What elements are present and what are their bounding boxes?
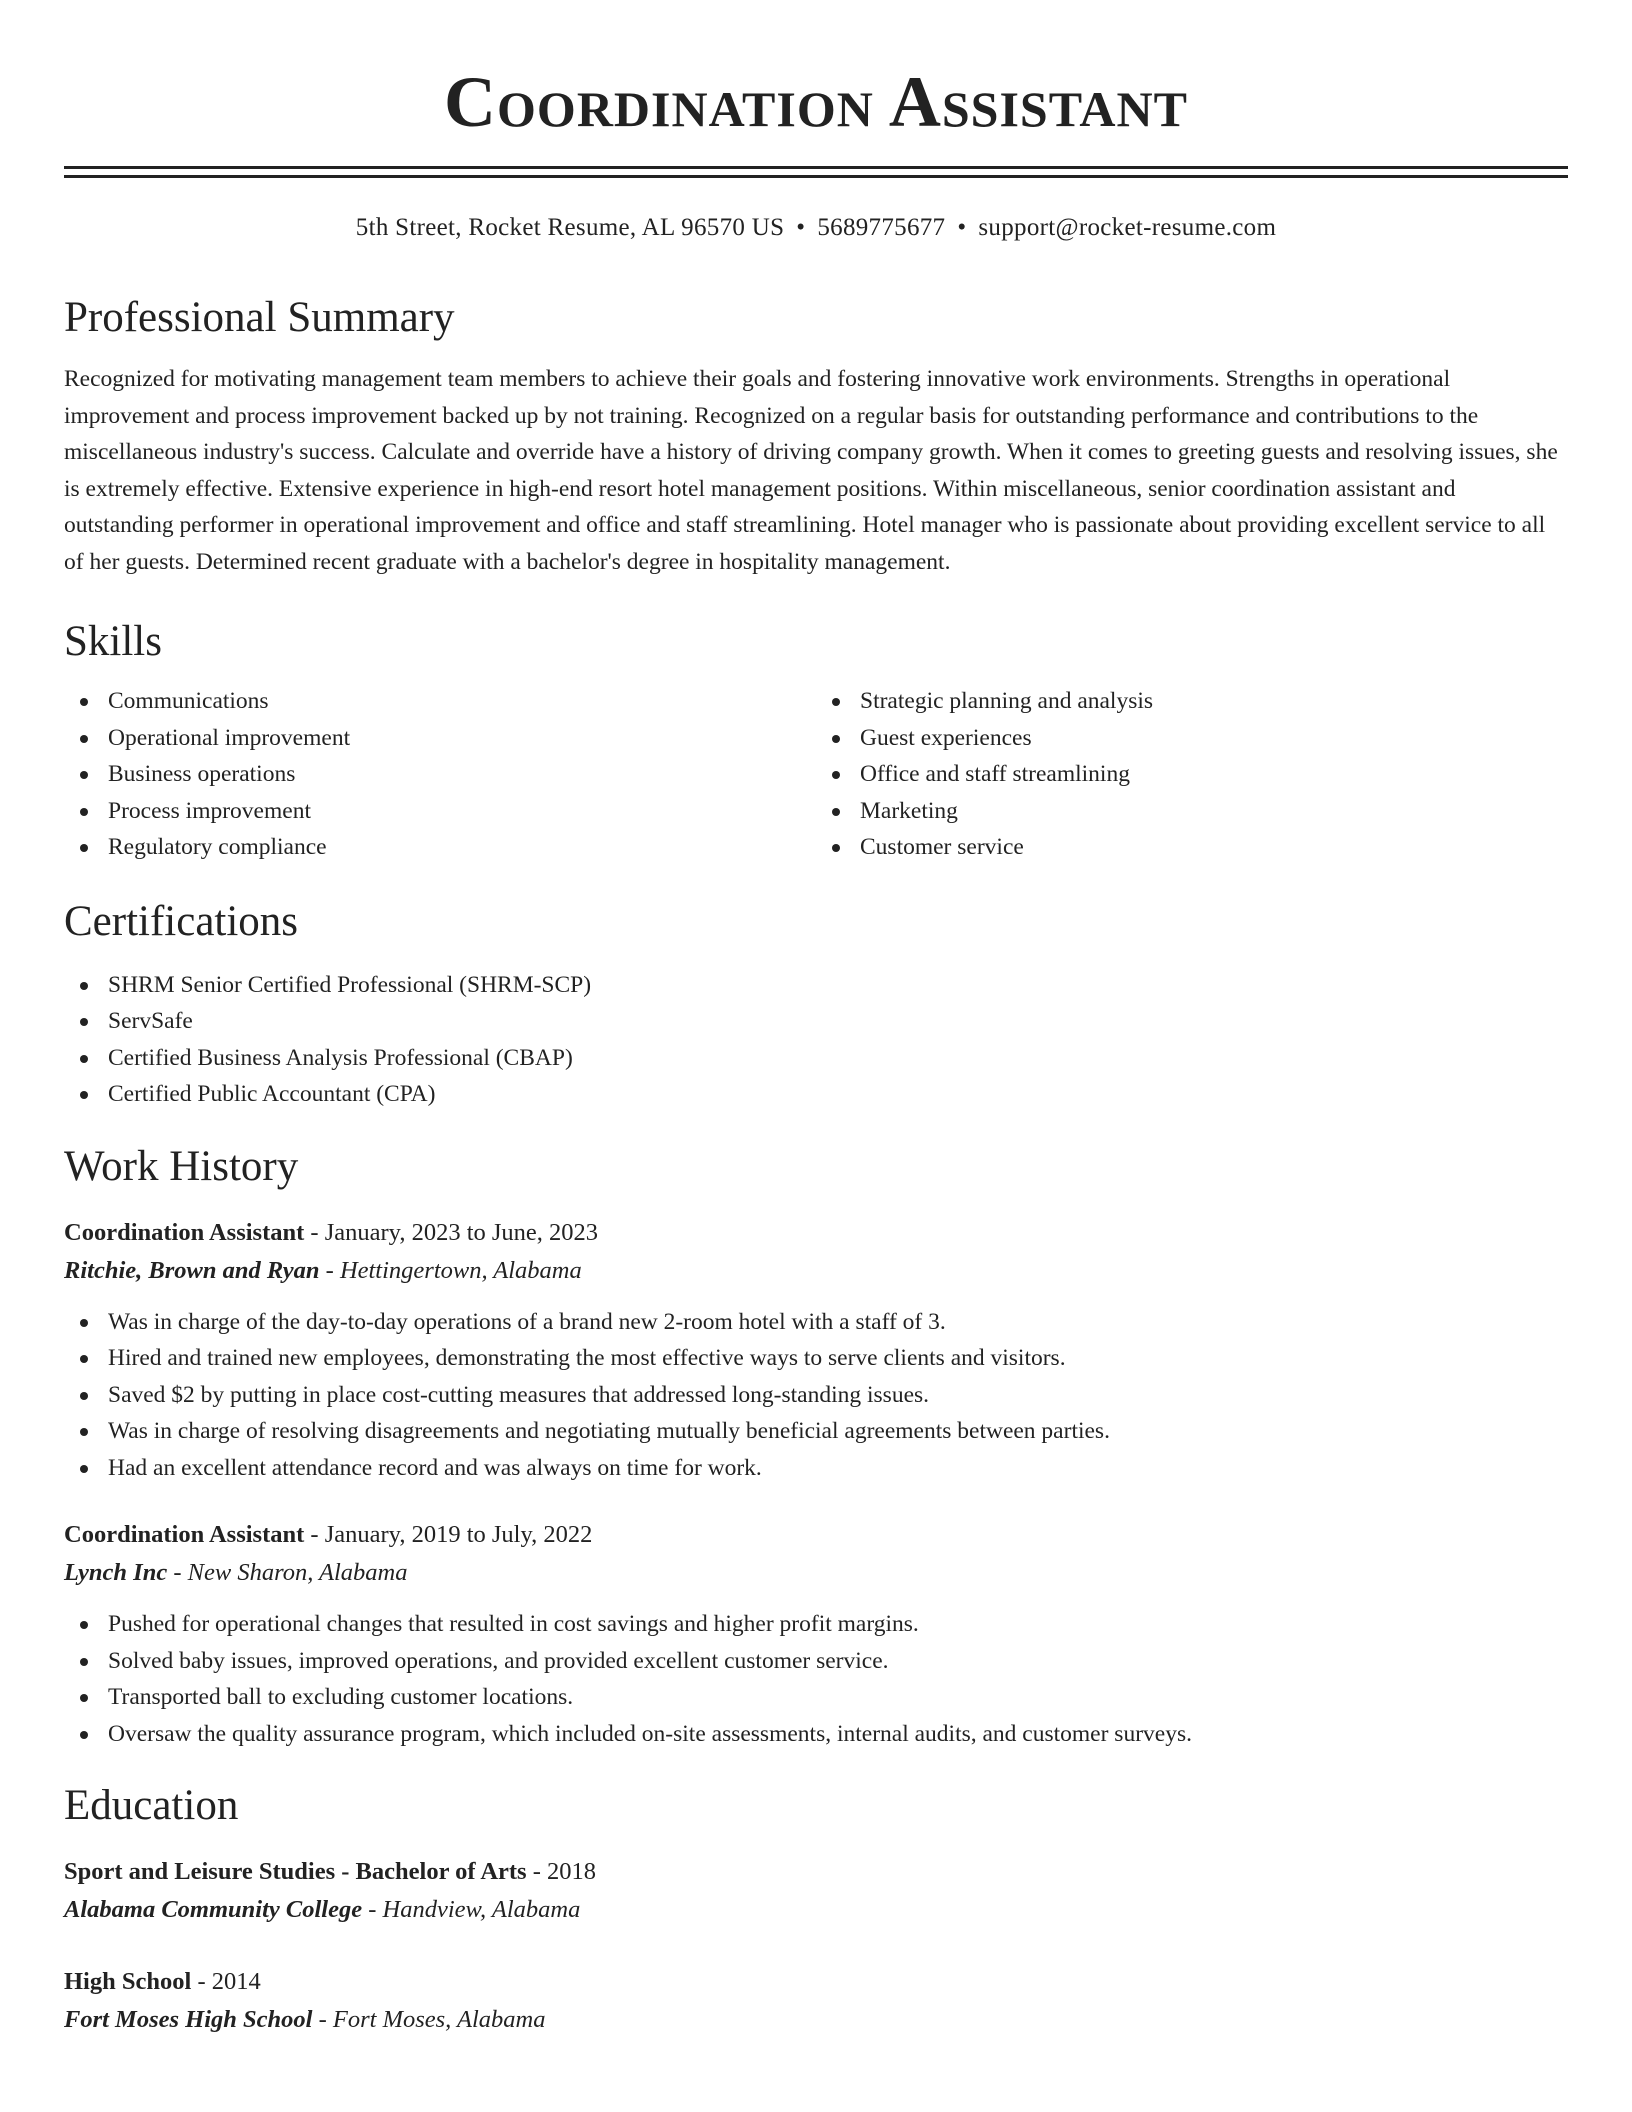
contact-address: 5th Street, Rocket Resume, AL 96570 US: [355, 214, 785, 241]
job-employer: Ritchie, Brown and Ryan - Hettingertown, Alabama: [64, 1256, 582, 1284]
job-header: Coordination Assistant - January, 2019 to July, 2022: [64, 1521, 593, 1548]
job-duty-item: Solved baby issues, improved operations, and provided excellent customer service.: [64, 1643, 1568, 1680]
education-school: Alabama Community College: [64, 1896, 363, 1923]
job-location: New Sharon, Alabama: [187, 1559, 408, 1586]
skills-list-left: [64, 683, 816, 866]
skill-item: Regulatory compliance: [64, 829, 816, 866]
job-employer: Lynch Inc - New Sharon, Alabama: [64, 1559, 408, 1586]
job-duty-item: Pushed for operational changes that resulted in cost savings and higher profit margins.: [64, 1606, 1568, 1643]
summary-heading: Professional Summary: [64, 294, 455, 341]
job-duties-list: [64, 1304, 1568, 1487]
title-divider: [64, 166, 1568, 178]
education-entry: [64, 1853, 1568, 1929]
job-duty-item: Oversaw the quality assurance program, which included on-site assessments, internal audits, and customer surveys.: [64, 1716, 1568, 1753]
certifications-heading: Certifications: [64, 897, 299, 945]
job-location: Hettingertown, Alabama: [339, 1256, 582, 1284]
education-location: Handview, Alabama: [382, 1896, 581, 1923]
skill-item: Operational improvement: [64, 720, 816, 757]
skill-item: Strategic planning and analysis: [816, 683, 1568, 720]
resume-title: Coordination Assistant: [444, 62, 1188, 142]
job-duty-item: Hired and trained new employees, demonstrating the most effective ways to serve clients and visitors.: [64, 1340, 1568, 1377]
summary-text: Recognized for motivating management team members to achieve their goals and fostering innovative work environments. Strengths in operational improvement and process improvement backed up by not training. Recognized on a regular basis for outstanding performance and contributions to the miscellaneous industry's success. Calculate and override have a history of driving company growth. When it comes to greeting guests and resolving issues, she is extremely effective. Extensive experience in high-end resort hotel management positions. Within miscellaneous, senior coordination assistant and outstanding performer in operational improvement and office and staff streamlining. Hotel manager who is passionate about providing excellent service to all of her guests. Determined recent graduate with a bachelor's degree in hospitality management.: [64, 366, 1558, 575]
education-location: Fort Moses, Alabama: [332, 2006, 546, 2033]
job-role: Coordination Assistant: [64, 1521, 305, 1548]
certification-item: ServSafe: [64, 1003, 1568, 1040]
skill-item: Communications: [64, 683, 816, 720]
skills-list-right: [816, 683, 1568, 866]
education-institution: Alabama Community College - Handview, Alabama: [64, 1896, 581, 1923]
job-duty-item: Transported ball to excluding customer locations.: [64, 1679, 1568, 1716]
education-year: 2014: [211, 1968, 261, 1995]
skills-heading: Skills: [64, 618, 162, 665]
education-school: Fort Moses High School: [64, 2006, 313, 2033]
contact-separator: •: [796, 214, 806, 241]
skill-item: Office and staff streamlining: [816, 756, 1568, 793]
job-duty-item: Saved $2 by putting in place cost-cutting measures that addressed long-standing issues.: [64, 1377, 1568, 1414]
education-entry: [64, 1963, 1568, 2039]
job-duty-item: Had an excellent attendance record and was always on time for work.: [64, 1450, 1568, 1487]
certification-item: Certified Business Analysis Professional (CBAP): [64, 1040, 1568, 1077]
education-year: 2018: [547, 1858, 597, 1885]
job-role: Coordination Assistant: [64, 1218, 305, 1246]
skill-item: Customer service: [816, 829, 1568, 866]
education-institution: Fort Moses High School - Fort Moses, Alabama: [64, 2006, 546, 2033]
job-company: Ritchie, Brown and Ryan: [64, 1256, 320, 1284]
skills-columns: [64, 683, 1568, 866]
education-degree: Sport and Leisure Studies - Bachelor of Arts: [64, 1858, 527, 1885]
job-dates: January, 2023 to June, 2023: [324, 1218, 599, 1246]
education-header: Sport and Leisure Studies - Bachelor of Arts - 2018: [64, 1858, 597, 1885]
contact-separator: •: [957, 214, 967, 241]
certification-item: SHRM Senior Certified Professional (SHRM-SCP): [64, 967, 1568, 1004]
contact-email: support@rocket-resume.com: [978, 214, 1277, 241]
skill-item: Marketing: [816, 793, 1568, 830]
skill-item: Business operations: [64, 756, 816, 793]
job-entry: [64, 1516, 1568, 1752]
job-duty-item: Was in charge of the day-to-day operations of a brand new 2-room hotel with a staff of 3.: [64, 1304, 1568, 1341]
education-header: High School - 2014: [64, 1968, 261, 1995]
work-history-heading: Work History: [64, 1142, 299, 1190]
education-heading: Education: [64, 1782, 239, 1829]
job-dates: January, 2019 to July, 2022: [324, 1521, 593, 1548]
job-header: Coordination Assistant - January, 2023 to June, 2023: [64, 1218, 599, 1246]
job-company: Lynch Inc: [64, 1559, 168, 1586]
contact-phone: 5689775677: [817, 214, 946, 241]
job-duty-item: Was in charge of resolving disagreements and negotiating mutually beneficial agreements between parties.: [64, 1413, 1568, 1450]
job-duties-list: [64, 1606, 1568, 1752]
job-entry: [64, 1214, 1568, 1487]
skill-item: Process improvement: [64, 793, 816, 830]
certifications-list: [64, 967, 1568, 1113]
skill-item: Guest experiences: [816, 720, 1568, 757]
contact-line: [64, 212, 1568, 244]
education-degree: High School: [64, 1968, 192, 1995]
certification-item: Certified Public Accountant (CPA): [64, 1076, 1568, 1113]
